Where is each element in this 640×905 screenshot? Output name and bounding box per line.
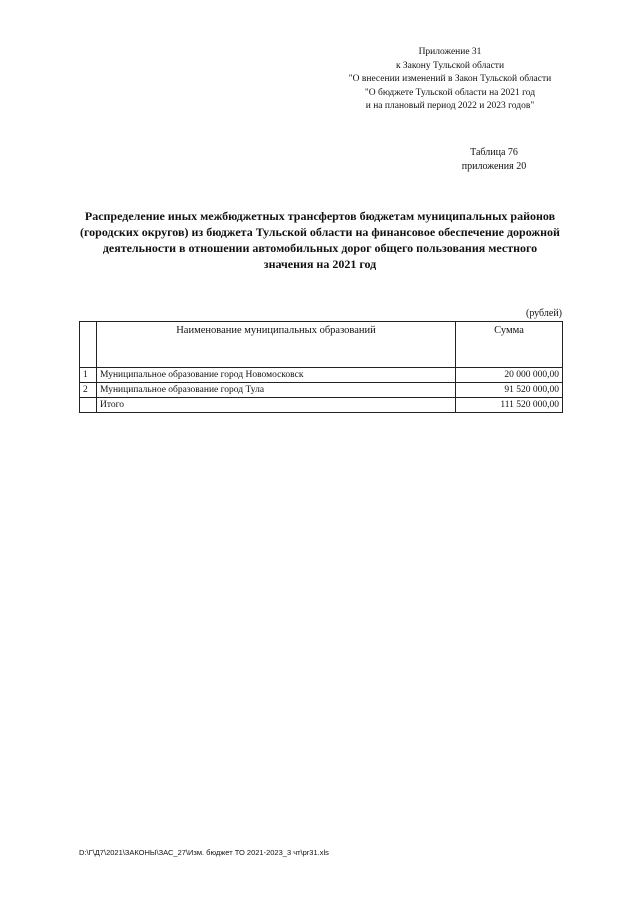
appendix-line: "О бюджете Тульской области на 2021 год bbox=[364, 87, 536, 98]
transfers-table bbox=[79, 321, 563, 413]
row-name: Муниципальное образование город Новомосковск bbox=[97, 368, 456, 383]
row-number: 2 bbox=[80, 383, 97, 398]
file-path-footer: D:\Г\Д7\2021\ЗАКОНЫ\ЗАС_27\Изм. бюджет ТО 2021-2023_3 чт\pr31.xls bbox=[79, 848, 329, 857]
table-reference bbox=[444, 146, 544, 174]
appendix-line: "О внесении изменений в Закон Тульской области bbox=[348, 74, 552, 84]
header-name: Наименование муниципальных образований bbox=[97, 322, 456, 368]
total-sum: 111 520 000,00 bbox=[456, 398, 563, 413]
total-label: Итого bbox=[97, 398, 456, 413]
header-sum: Сумма bbox=[456, 322, 563, 368]
table-reference-line: Таблица 76 bbox=[470, 147, 518, 158]
document-title: Распределение иных межбюджетных трансфертов бюджетам муниципальных районов (городских округов) из бюджета Тульской области на финансовое обеспечение дорожной деятельности в отношении автомобильных дорог общего пользования местного значения на 2021 год bbox=[80, 209, 560, 271]
appendix-header bbox=[330, 46, 570, 114]
table-header-row bbox=[80, 322, 563, 368]
appendix-line: к Закону Тульской области bbox=[395, 60, 505, 71]
table-total-row bbox=[80, 398, 563, 413]
total-number bbox=[80, 398, 97, 413]
row-name: Муниципальное образование город Тула bbox=[97, 383, 456, 398]
appendix-line: и на плановый период 2022 и 2023 годов" bbox=[365, 101, 535, 111]
table-row bbox=[80, 383, 563, 398]
row-sum: 20 000 000,00 bbox=[456, 368, 563, 383]
appendix-line: Приложение 31 bbox=[418, 47, 482, 57]
row-sum: 91 520 000,00 bbox=[456, 383, 563, 398]
table-reference-line: приложения 20 bbox=[461, 161, 527, 172]
table-row bbox=[80, 368, 563, 383]
row-number: 1 bbox=[80, 368, 97, 383]
header-number bbox=[80, 322, 97, 368]
unit-label: (рублей) bbox=[525, 308, 562, 319]
